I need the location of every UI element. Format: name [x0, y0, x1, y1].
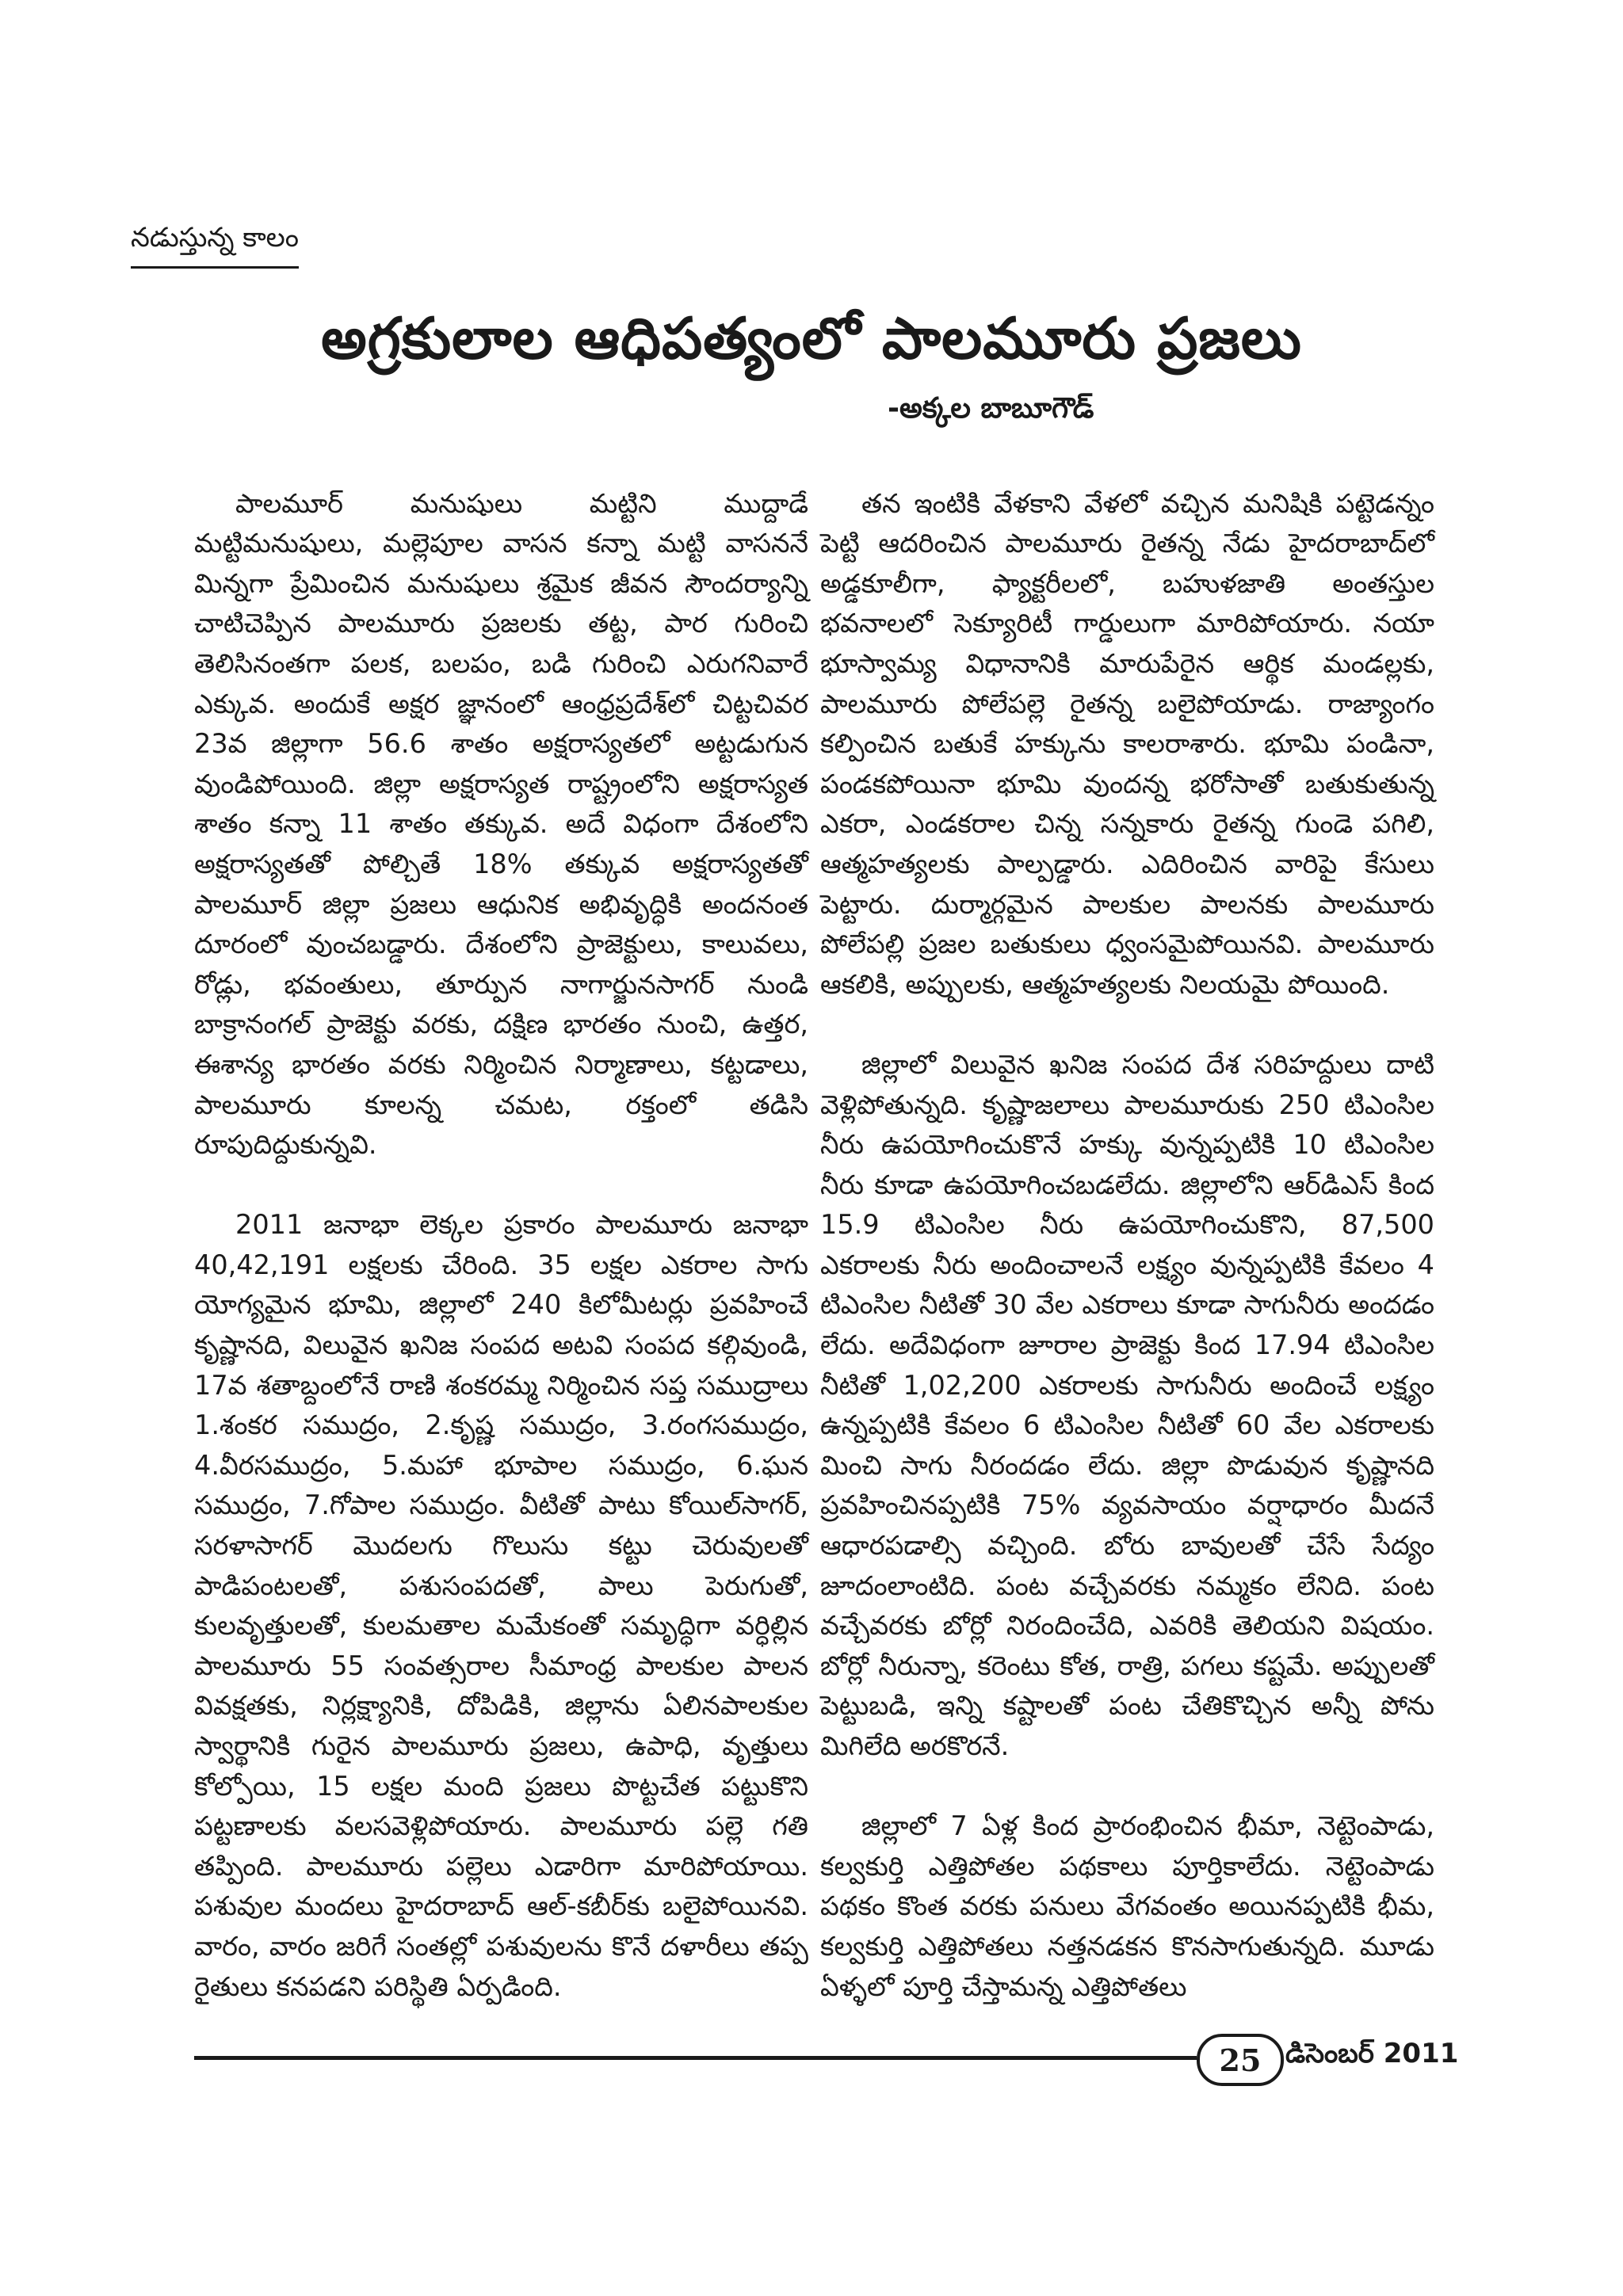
right-column [820, 444, 1434, 2047]
section-label: నడుస్తున్న కాలం [131, 222, 299, 269]
page-number-badge: 25 [1197, 2034, 1284, 2086]
footer-rule [194, 2056, 1197, 2060]
paragraph: జిల్లాలో విలువైన ఖనిజ సంపద దేశ సరిహద్దులు దాటి వెళ్లిపోతున్నది. కృష్ణాజలాలు పాలమూరుకు 250 టిఎంసిల నీరు ఉపయోగించుకొనే హక్కు వున్నప్పటికి 10 టిఎంసిల నీరు కూడా ఉపయోగించబడలేదు. జిల్లాలోని ఆర్‌డిఎస్ కింద 15.9 టిఎంసిల నీరు ఉపయోగించుకొని, 87,500 ఎకరాలకు నీరు అందించాలనే లక్ష్యం వున్నప్పటికి కేవలం 4 టిఎంసిల నీటితో 30 వేల ఎకరాలు కూడా సాగునీరు అందడం లేదు. అదేవిధంగా జూరాల ప్రాజెక్టు కింద 17.94 టిఎంసిల నీటితో 1,02,200 ఎకరాలకు సాగునీరు అందించే లక్ష్యం ఉన్నప్పటికి కేవలం 6 టిఎంసిల నీటితో 60 వేల ఎకరాలకు మించి సాగు నీరందడం లేదు. జిల్లా పొడువున కృష్ణానది ప్రవహించినప్పటికి 75% వ్యవసాయం వర్షాధారం మీదనే ఆధారపడాల్సి వచ్చింది. బోరు బావులతో చేసే సేద్యం జూదంలాంటిది. పంట వచ్చేవరకు నమ్మకం లేనిది. పంట వచ్చేవరకు బోర్లో నిరందించేది, ఎవరికి తెలియని విషయం. బోర్లో నీరున్నా, కరెంటు కోత, రాత్రి, పగలు కష్టమే. అప్పులతో పెట్టుబడి, ఇన్ని కష్టాలతో పంట చేతికొచ్చిన అన్నీ పోను మిగిలేది అరకొరనే. [820, 1048, 1434, 1761]
article-headline: అగ్రకులాల ఆధిపత్యంలో పాలమూరు ప్రజలు [321, 305, 1302, 372]
paragraph: పాలమూర్ మనుషులు మట్టిని ముద్దాడే మట్టిమనుషులు, మల్లెపూల వాసన కన్నా మట్టి వాసననే మిన్నగా ప్రేమించిన మనుషులు శ్రమైక జీవన సౌందర్యాన్ని చాటిచెప్పిన పాలమూరు ప్రజలకు తట్ట, పార గురించి తెలిసినంతగా పలక, బలపం, బడి గురించి ఎరుగనివారే ఎక్కువ. అందుకే అక్షర జ్ఞానంలో ఆంధ్రప్రదేశ్‌లో చిట్టచివర 23వ జిల్లాగా 56.6 శాతం అక్షరాస్యతలో అట్టడుగున వుండిపోయింది. జిల్లా అక్షరాస్యత రాష్ట్రంలోని అక్షరాస్యత శాతం కన్నా 11 శాతం తక్కువ. అదే విధంగా దేశంలోని అక్షరాస్యతతో పోల్చితే 18% తక్కువ అక్షరాస్యతతో పాలమూర్ జిల్లా ప్రజలు ఆధునిక అభివృద్ధికి అందనంత దూరంలో వుంచబడ్డారు. దేశంలోని ప్రాజెక్టులు, కాలువలు, రోడ్లు, భవంతులు, తూర్పున నాగార్జునసాగర్ నుండి బాక్రానంగల్ ప్రాజెక్టు వరకు, దక్షిణ భారతం నుంచి, ఉత్తర, ఈశాన్య భారతం వరకు నిర్మించిన నిర్మాణాలు, కట్టడాలు, పాలమూరు కూలన్న చమట, రక్తంలో తడిసి రూపుదిద్దుకున్నవి. [194, 487, 808, 1161]
issue-date: డిసెంబర్ 2011 [1285, 2038, 1459, 2069]
paragraph: జిల్లాలో 7 ఏళ్ల కింద ప్రారంభించిన భీమా, నెట్టెంపాడు, కల్వకుర్తి ఎత్తిపోతల పథకాలు పూర్తికాలేదు. నెట్టెంపాడు పథకం కొంత వరకు పనులు వేగవంతం అయినప్పటికి భీమ, కల్వకుర్తి ఎత్తిపోతలు నత్తనడకన కొనసాగుతున్నది. మూడు ఏళ్ళలో పూర్తి చేస్తామన్న ఎత్తిపోతలు [820, 1810, 1434, 2002]
paragraph: 2011 జనాభా లెక్కల ప్రకారం పాలమూరు జనాభా 40,42,191 లక్షలకు చేరింది. 35 లక్షల ఎకరాల సాగు యోగ్యమైన భూమి, జిల్లాలో 240 కిలోమీటర్లు ప్రవహించే కృష్ణానది, విలువైన ఖనిజ సంపద అటవి సంపద కల్గివుండి, 17వ శతాబ్దంలోనే రాణి శంకరమ్మ నిర్మించిన సప్త సముద్రాలు 1.శంకర సముద్రం, 2.కృష్ణ సముద్రం, 3.రంగసముద్రం, 4.వీరసముద్రం, 5.మహా భూపాల సముద్రం, 6.ఘన సముద్రం, 7.గోపాల సముద్రం. వీటితో పాటు కోయిల్‌సాగర్, సరళాసాగర్ మొదలగు గొలుసు కట్టు చెరువులతో పాడిపంటలతో, పశుసంపదతో, పాలు పెరుగుతో, కులవృత్తులతో, కులమతాల మమేకంతో సమృద్ధిగా వర్ధిల్లిన పాలమూరు 55 సంవత్సరాల సీమాంధ్ర పాలకుల పాలన వివక్షతకు, నిర్లక్ష్యానికి, దోపిడికి, జిల్లాను ఏలినపాలకుల స్వార్థానికి గురైన పాలమూరు ప్రజలు, ఉపాధి, వృత్తులు కోల్పోయి, 15 లక్షల మంది ప్రజలు పొట్టచేత పట్టుకొని పట్టణాలకు వలసవెళ్లిపోయారు. పాలమూరు పల్లె గతి తప్పింది. పాలమూరు పల్లెలు ఎడారిగా మారిపోయాయి. పశువుల మందలు హైదరాబాద్ ఆల్-కబీర్‌కు బలైపోయినవి. వారం, వారం జరిగే సంతల్లో పశువులను కొనే దళారీలు తప్ప రైతులు కనపడని పరిస్థితి ఏర్పడింది. [194, 1209, 808, 2002]
left-column [194, 444, 808, 2047]
author-byline: -అక్కల బాబూగౌడ్ [888, 392, 1094, 425]
paragraph: తన ఇంటికి వేళకాని వేళలో వచ్చిన మనిషికి పట్టెడన్నం పెట్టి ఆదరించిన పాలమూరు రైతన్న నేడు హైదరాబాద్‌లో అడ్డకూలీగా, ఫ్యాక్టరీలలో, బహుళజాతి అంతస్తుల భవనాలలో సెక్యూరిటీ గార్డులుగా మారిపోయారు. నయా భూస్వామ్య విధానానికి మారుపేరైన ఆర్థిక మండల్లకు, పాలమూరు పోలేపల్లె రైతన్న బలైపోయాడు. రాజ్యాంగం కల్పించిన బతుకే హక్కును కాలరాశారు. భూమి పండినా, పండకపోయినా భూమి వుందన్న భరోసాతో బతుకుతున్న ఎకరా, ఎండకరాల చిన్న సన్నకారు రైతన్న గుండె పగిలి, ఆత్మహత్యలకు పాల్పడ్డారు. ఎదిరించిన వారిపై కేసులు పెట్టారు. దుర్మార్గమైన పాలకుల పాలనకు పాలమూరు పోలేపల్లి ప్రజల బతుకులు ధ్వంసమైపోయినవి. పాలమూరు ఆకలికి, అప్పులకు, ఆత్మహత్యలకు నిలయమై పోయింది. [820, 487, 1434, 1000]
